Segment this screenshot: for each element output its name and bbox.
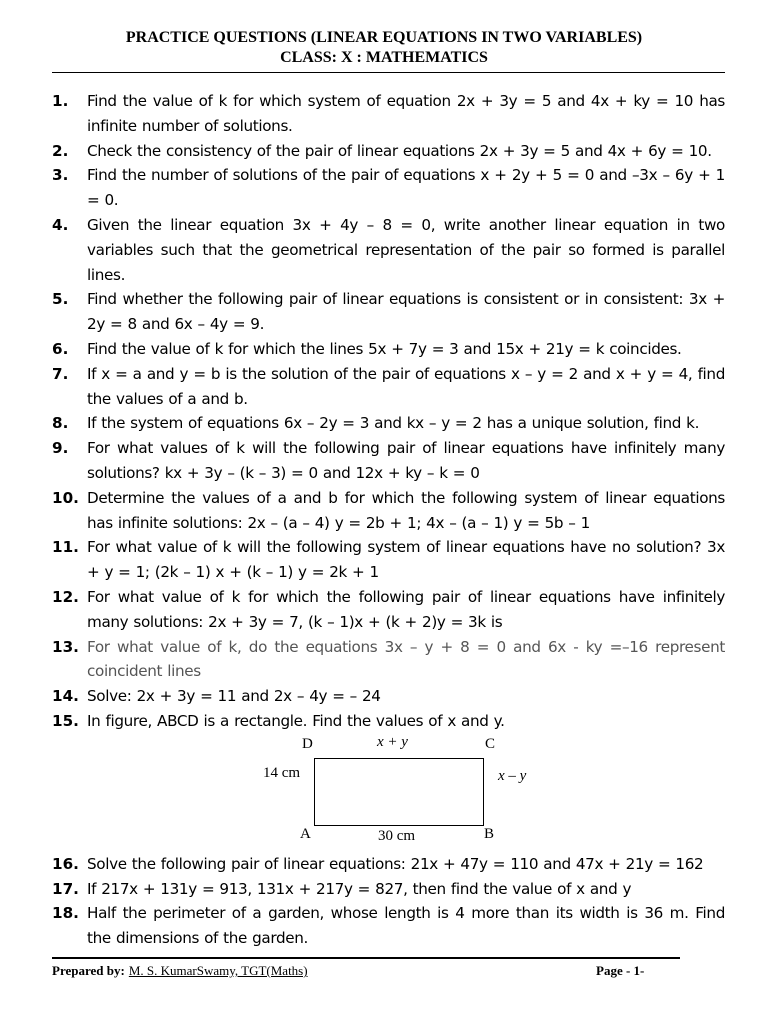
question-number: 3. bbox=[52, 166, 69, 185]
page-title: PRACTICE QUESTIONS (LINEAR EQUATIONS IN TWO VARIABLES) bbox=[125, 29, 643, 46]
question-item bbox=[52, 877, 725, 902]
question-number: 4. bbox=[52, 215, 69, 234]
vertex-b-label: B bbox=[484, 825, 495, 842]
question-text: Given the linear equation 3x + 4y – 8 = 0, write another linear equation in two variables such that the geometrical representation of the pair so formed is parallel lines. bbox=[87, 215, 725, 284]
question-number: 1. bbox=[52, 92, 69, 110]
question-text: Find whether the following pair of linear equations is consistent or in consistent: 3x + 2y = 8 and 6x – 4y = 9. bbox=[87, 290, 725, 334]
vertex-a-label: A bbox=[300, 825, 311, 842]
question-text: Determine the values of a and b for which the following system of linear equations has infinite solutions: 2x – (a – 4) y = 2b + 1; 4x – (a – 1) y = 5b – 1 bbox=[87, 488, 725, 532]
question-item bbox=[52, 635, 725, 685]
footer-credit bbox=[52, 963, 308, 979]
question-text: For what values of k will the following pair of linear equations have infinitely many solutions? kx + 3y – (k – 3) = 0 and 12x + ky – k = 0 bbox=[87, 439, 725, 482]
question-text: If the system of equations 6x – 2y = 3 and kx – y = 2 has a unique solution, find k. bbox=[87, 414, 700, 433]
question-item bbox=[52, 89, 725, 139]
question-number: 18. bbox=[52, 904, 79, 923]
question-item bbox=[52, 139, 725, 164]
question-text: Solve: 2x + 3y = 11 and 2x – 4y = – 24 bbox=[87, 687, 381, 706]
question-number: 2. bbox=[52, 141, 69, 160]
question-number: 8. bbox=[52, 414, 69, 433]
question-text: If x = a and y = b is the solution of the pair of equations x – y = 2 and x + y = 4, find the values of a and b. bbox=[87, 364, 725, 408]
question-number: 5. bbox=[52, 290, 69, 309]
question-text: Find the number of solutions of the pair of equations x + 2y + 5 = 0 and –3x – 6y + 1 = 0. bbox=[87, 166, 725, 210]
vertex-d-label: D bbox=[302, 735, 313, 752]
question-item bbox=[52, 337, 725, 362]
question-number: 10. bbox=[52, 488, 79, 507]
question-item bbox=[52, 486, 725, 536]
question-item bbox=[52, 535, 725, 585]
question-item bbox=[52, 213, 725, 287]
question-item bbox=[52, 852, 725, 877]
right-side-label: x – y bbox=[498, 767, 527, 784]
question-item bbox=[52, 411, 725, 436]
question-item bbox=[52, 436, 725, 486]
question-item bbox=[52, 287, 725, 337]
prepared-by-label: Prepared by: bbox=[52, 963, 125, 978]
question-number: 14. bbox=[52, 687, 79, 706]
question-number: 11. bbox=[52, 538, 79, 557]
rectangle-figure bbox=[52, 734, 725, 852]
question-list bbox=[52, 89, 725, 951]
footer-divider bbox=[52, 957, 680, 959]
question-number: 15. bbox=[52, 711, 79, 730]
question-text: For what value of k will the following system of linear equations have no solution? 3x + y = 1; (2k – 1) x + (k – 1) y = 2k + 1 bbox=[87, 538, 725, 582]
question-item bbox=[52, 585, 725, 635]
left-side-label: 14 cm bbox=[263, 764, 301, 781]
question-number: 16. bbox=[52, 854, 79, 873]
rectangle-abcd bbox=[314, 758, 484, 826]
question-text: Find the value of k for which the lines 5x + 7y = 3 and 15x + 21y = k coincides. bbox=[87, 339, 682, 358]
question-text: For what value of k for which the following pair of linear equations have infinitely many solutions: 2x + 3y = 7, (k – 1)x + (k + 2)y = 3k is bbox=[87, 587, 725, 631]
question-item bbox=[52, 362, 725, 412]
title-divider bbox=[52, 72, 725, 73]
question-number: 6. bbox=[52, 339, 69, 358]
question-item bbox=[52, 684, 725, 709]
vertex-c-label: C bbox=[485, 735, 496, 752]
question-text: For what value of k, do the equations 3x – y + 8 = 0 and 6x - ky =–16 represent coincident lines bbox=[87, 637, 725, 681]
question-text: Half the perimeter of a garden, whose length is 4 more than its width is 36 m. Find the dimensions of the garden. bbox=[87, 904, 725, 948]
top-side-label: x + y bbox=[377, 733, 408, 750]
question-text: If 217x + 131y = 913, 131x + 217y = 827, then find the value of x and y bbox=[87, 879, 632, 898]
author-name: M. S. KumarSwamy, TGT(Maths) bbox=[128, 963, 308, 978]
question-text: Solve the following pair of linear equations: 21x + 47y = 110 and 47x + 21y = 162 bbox=[87, 854, 704, 873]
question-text: Find the value of k for which system of equation 2x + 3y = 5 and 4x + ky = 10 has infinite number of solutions. bbox=[87, 92, 725, 135]
question-item bbox=[52, 901, 725, 951]
question-item bbox=[52, 709, 725, 734]
question-item bbox=[52, 163, 725, 213]
question-number: 9. bbox=[52, 439, 69, 458]
question-number: 13. bbox=[52, 637, 79, 656]
question-number: 7. bbox=[52, 364, 69, 383]
page-number: Page - 1- bbox=[596, 963, 645, 978]
bottom-side-label: 30 cm bbox=[378, 827, 416, 844]
question-text: In figure, ABCD is a rectangle. Find the values of x and y. bbox=[87, 711, 505, 730]
question-number: 12. bbox=[52, 587, 79, 606]
question-number: 17. bbox=[52, 879, 79, 898]
class-subtitle: CLASS: X : MATHEMATICS bbox=[280, 49, 488, 66]
question-text: Check the consistency of the pair of linear equations 2x + 3y = 5 and 4x + 6y = 10. bbox=[87, 141, 712, 160]
